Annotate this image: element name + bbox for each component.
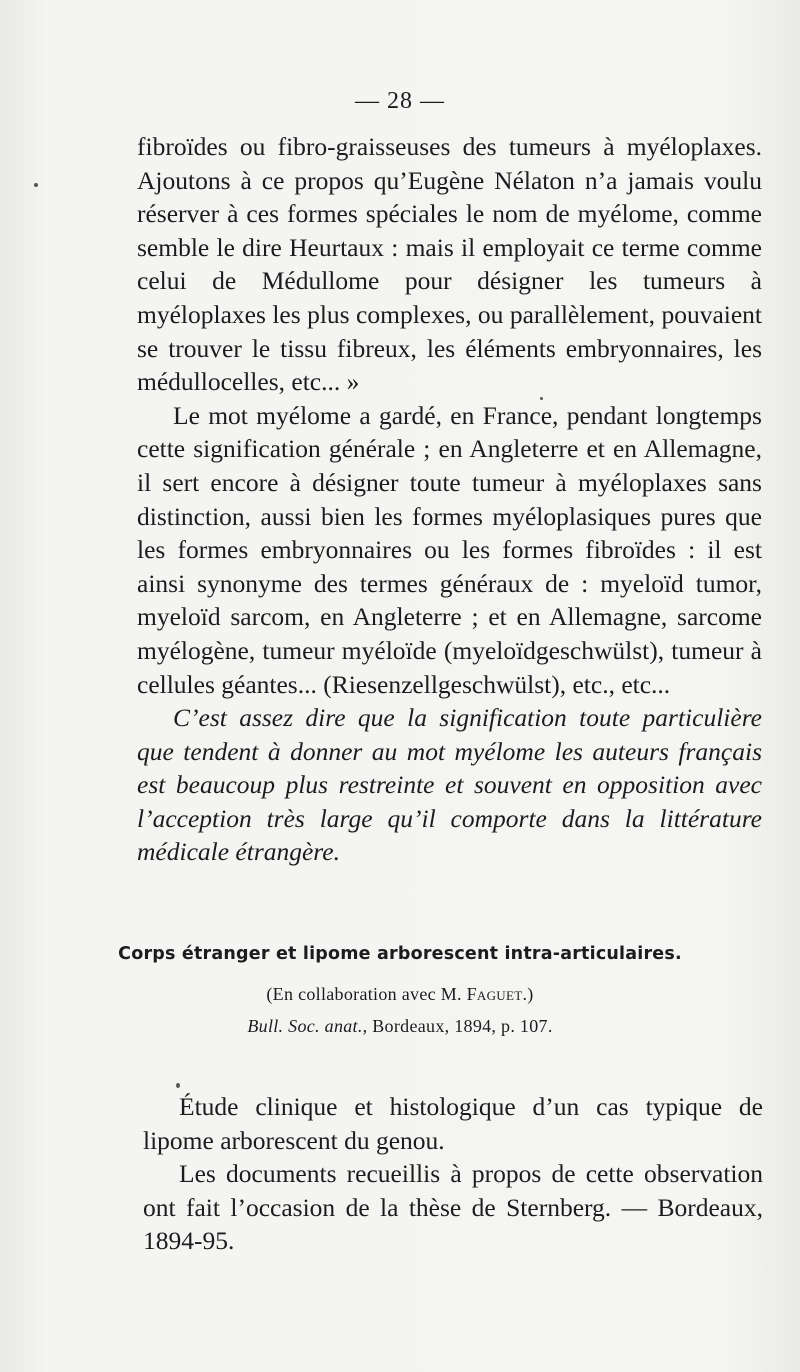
page-number: — 28 — [355, 88, 445, 114]
citation-line [0, 1016, 800, 1037]
section-paragraph-2: Les documents recueillis à propos de cette observation ont fait l’occasion de la thèse de Sternberg. — Bordeaux, 1894-95. [143, 1159, 763, 1256]
section-paragraph-1: Étude clinique et histologique d’un cas typique de lipome arborescent du genou. [143, 1092, 763, 1155]
section-text-block [143, 1090, 763, 1258]
collaboration-line [0, 984, 800, 1005]
paragraph-3-italic: C’est assez dire que la signification toute particulière que tendent à donner au mot myélome les auteurs français est beaucoup plus restreinte et souvent en opposition avec l’acception très large qu’il comporte dans la littérature médicale étrangère. [137, 703, 762, 867]
collab-prefix: (En collaboration avec M. [266, 984, 467, 1004]
citation-journal: Bull. Soc. anat. [247, 1016, 363, 1036]
collab-suffix: .) [522, 984, 534, 1004]
citation-rest: , Bordeaux, 1894, p. 107. [362, 1016, 553, 1036]
main-text-block [137, 130, 762, 869]
scan-speck [34, 183, 38, 187]
section-heading: Corps étranger et lipome arborescent intra-articulaires. [118, 944, 682, 964]
paragraph-1: fibroïdes ou fibro-graisseuses des tumeurs à myéloplaxes. Ajoutons à ce propos qu’Eugène Nélaton n’a jamais voulu réserver à ces formes spéciales le nom de myélome, comme semble le dire Heurtaux : mais il employait ce terme comme celui de Médullome pour désigner les tumeurs à myéloplaxes les plus complexes, ou parallèlement, pouvaient se trouver le tissu fibreux, les éléments embryonnaires, les médullocelles, etc... » [137, 132, 762, 397]
scan-speck [176, 1083, 180, 1088]
scan-speck [540, 397, 543, 400]
collab-name: Faguet [466, 984, 523, 1004]
paragraph-2: Le mot myélome a gardé, en France, pendant longtemps cette signification générale ; en Angleterre et en Allemagne, il sert encore à désigner toute tumeur à myéloplaxes sans distinction, aussi bien les formes myéloplasiques pures que les formes embryonnaires ou les formes fibroïdes : il est ainsi synonyme des termes généraux de : myeloïd tumor, myeloïd sarcom, en Angleterre ; et en Allemagne, sarcome myélogène, tumeur myéloïde (myeloïdgeschwülst), tumeur à cellules géantes... (Riesenzellgeschwülst), etc., etc... [137, 400, 762, 699]
